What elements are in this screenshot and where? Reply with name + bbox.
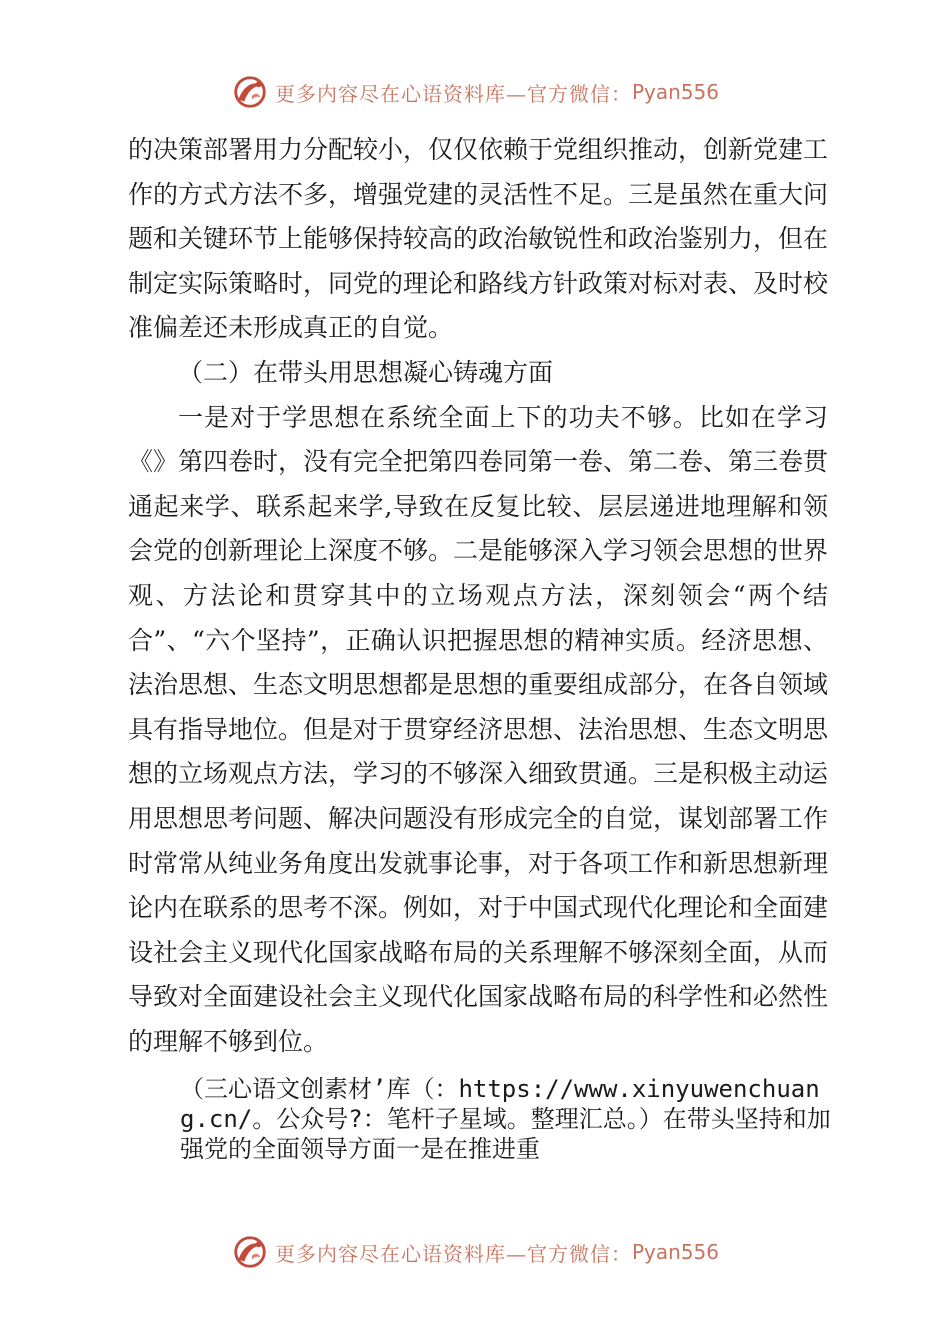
header-banner xyxy=(0,72,950,112)
paragraph-section-2: 一是对于学思想在系统全面上下的功夫不够。比如在学习《》第四卷时，没有完全把第四卷同第一卷、第二卷、第三卷贯通起来学、联系起来学,导致在反复比较、层层递进地理解和领会党的创新理论上深度不够。二是能够深入学习领会思想的世界观、方法论和贯穿其中的立场观点方法，深刻领会“两个结合”、“六个坚持”，正确认识把握思想的精神实质。经济思想、法治思想、生态文明思想都是思想的重要组成部分，在各自领域具有指导地位。但是对于贯穿经济思想、法治思想、生态文明思想的立场观点方法，学习的不够深入细致贯通。三是积极主动运用思想思考问题、解决问题没有形成完全的自觉，谋划部署工作时常常从纯业务角度出发就事论事，对于各项工作和新思想新理论内在联系的思考不深。例如，对于中国式现代化理论和全面建设社会主义现代化国家战略布局的关系理解不够深刻全面，从而导致对全面建设社会主义现代化国家战略布局的科学性和必然性的理解不够到位。 xyxy=(128,402,829,1056)
document-body xyxy=(128,128,831,1164)
paragraph-continuation: 的决策部署用力分配较小，仅仅依赖于党组织推动，创新党建工作的方式方法不多，增强党建的灵活性不足。三是虽然在重大问题和关键环节上能够保持较高的政治敏锐性和政治鉴别力，但在制定实际策略时，同党的理论和路线方针政策对标对表、及时校准偏差还未形成真正的自觉。 xyxy=(128,135,829,343)
section-heading-2: （二）在带头用思想凝心铸魂方面 xyxy=(178,357,554,387)
red-swirl-logo-icon xyxy=(231,1233,269,1271)
footer-banner xyxy=(0,1232,950,1272)
banner-contact: Pyan556 xyxy=(631,1240,719,1264)
paragraph-section-3-start: （三心语文创素材’库（：https://www.xinyuwenchuang.cn/。公众号?：笔杆子星域。整理汇总。）在带头坚持和加强党的全面领导方面一是在推进重 xyxy=(180,1075,831,1164)
red-swirl-logo-icon xyxy=(231,73,269,111)
banner-text: 更多内容尽在心语资料库—官方微信： xyxy=(274,1241,632,1266)
banner-contact: Pyan556 xyxy=(631,80,719,104)
banner-text: 更多内容尽在心语资料库—官方微信： xyxy=(274,81,632,106)
